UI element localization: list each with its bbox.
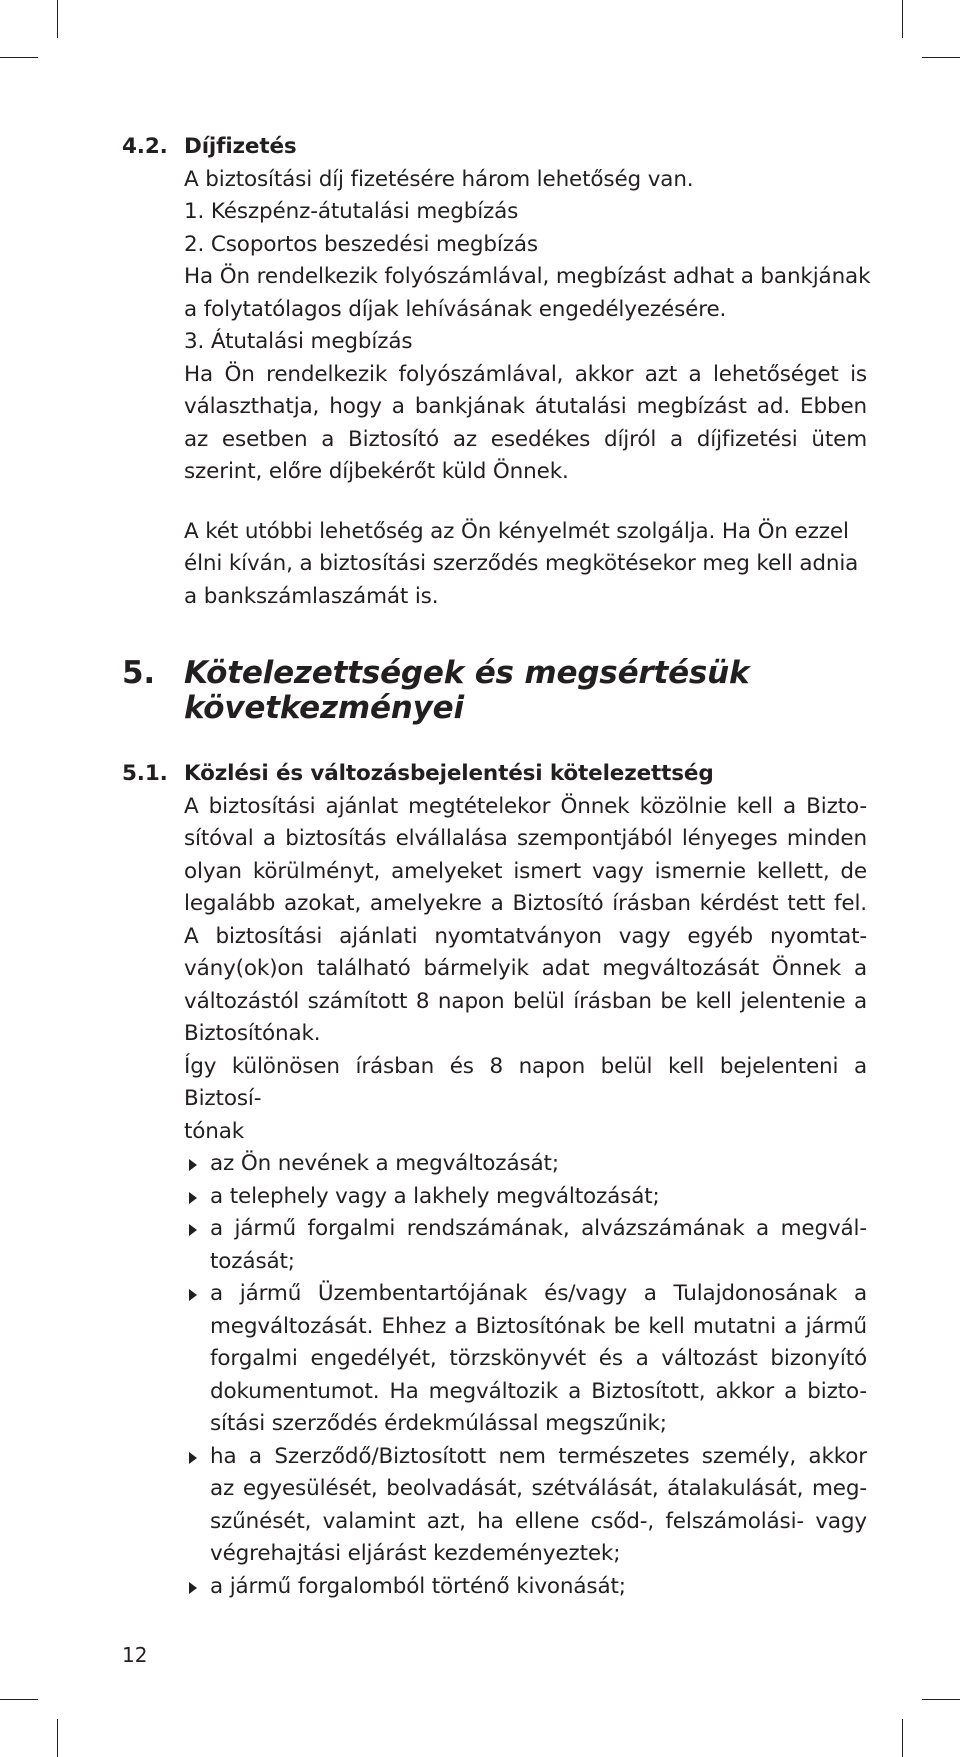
list-item bbox=[184, 1278, 867, 1441]
list-item-line: ha a Szerződő/Biztosított nem természetes személy, akkor bbox=[210, 1443, 867, 1469]
list-item-line: dokumentumot. Ha megváltozik a Biztosított, akkor a bizto- bbox=[210, 1378, 867, 1404]
paragraph-line: Biztosítónak. bbox=[184, 1021, 321, 1046]
paragraph-line: vány(ok)on található bármelyik adat megváltozását Önnek a bbox=[184, 956, 867, 981]
list-item bbox=[184, 1148, 867, 1181]
chapter-5-number: 5. bbox=[122, 655, 155, 691]
list-item-line: megváltozását. Ehhez a Biztosítónak be kell mutatni a jármű bbox=[210, 1313, 867, 1339]
triangle-bullet-icon bbox=[189, 1159, 197, 1171]
section-5-1-body bbox=[184, 791, 867, 1149]
option-1: 1. Készpénz-átutalási megbízás bbox=[184, 199, 519, 224]
section-5-1 bbox=[122, 758, 867, 1603]
paragraph-line: élni kíván, a biztosítási szerződés megkötésekor meg kell adnia bbox=[184, 551, 859, 576]
bullet-list bbox=[184, 1148, 867, 1603]
paragraph-line: változástól számított 8 napon belül írásban be kell jelentenie a bbox=[184, 988, 867, 1014]
chapter-5-title-line: Kötelezettségek és megsértésük bbox=[184, 655, 750, 691]
section-4-2-heading: Díjfizetés bbox=[184, 134, 297, 159]
list-item-line: forgalmi engedélyét, törzskönyvét és a változást bizonyító bbox=[210, 1346, 867, 1371]
list-item-line: tozását; bbox=[210, 1248, 295, 1274]
list-item-line: az egyesülését, beolvadását, szétválását, átalakulását, meg- bbox=[210, 1476, 867, 1501]
crop-mark-top-left bbox=[57, 0, 58, 38]
paragraph-line: tónak bbox=[184, 1118, 245, 1144]
list-item-line: a telephely vagy a lakhely megváltozását; bbox=[210, 1183, 660, 1209]
paragraph-line: szerint, előre díjbekérőt küld Önnek. bbox=[184, 459, 569, 484]
paragraph-line: A két utóbbi lehetőség az Ön kényelmét szolgálja. Ha Ön ezzel bbox=[184, 518, 849, 544]
paragraph-line: Ha Ön rendelkezik folyószámlával, megbízást adhat a bankjának bbox=[184, 264, 871, 289]
section-5-1-number: 5.1. bbox=[122, 761, 168, 786]
triangle-bullet-icon bbox=[189, 1582, 197, 1594]
list-item-line: az Ön nevének a megváltozását; bbox=[210, 1151, 559, 1176]
list-item bbox=[184, 1181, 867, 1214]
crop-mark-top-left-h bbox=[0, 57, 38, 58]
list-item-line: szűnését, valamint azt, ha ellene csőd-, felszámolási- vagy bbox=[210, 1508, 867, 1534]
paragraph-line: sítóval a biztosítás elvállalása szempontjából lényeges minden bbox=[184, 826, 867, 851]
page-number: 12 bbox=[122, 1643, 148, 1667]
paragraph-line: Így különösen írásban és 8 napon belül kell bejelenteni a Biztosí- bbox=[184, 1053, 867, 1111]
section-4-2-number: 4.2. bbox=[122, 134, 168, 159]
paragraph-line: a bankszámlaszámát is. bbox=[184, 583, 439, 609]
list-item-line: sítási szerződés érdekmúlással megszűnik; bbox=[210, 1411, 667, 1436]
paragraph-line: az esetben a Biztosító az esedékes díjról a díjfizetési ütem bbox=[184, 426, 867, 452]
list-item bbox=[184, 1571, 867, 1604]
paragraph-line: választhatja, hogy a bankjának átutalási megbízást ad. Ebben bbox=[184, 394, 867, 419]
crop-mark-bottom-left bbox=[57, 1719, 58, 1757]
triangle-bullet-icon bbox=[189, 1224, 197, 1236]
option-2: 2. Csoportos beszedési megbízás bbox=[184, 231, 538, 257]
triangle-bullet-icon bbox=[189, 1452, 197, 1464]
crop-mark-bottom-right-h bbox=[922, 1699, 960, 1700]
list-item bbox=[184, 1213, 867, 1278]
list-item-line: végrehajtási eljárást kezdeményeztek; bbox=[210, 1541, 621, 1566]
section-4-2 bbox=[122, 131, 871, 613]
section-4-2-body bbox=[184, 164, 871, 614]
section-5-1-heading: Közlési és változásbejelentési kötelezettség bbox=[184, 761, 714, 786]
option-3: 3. Átutalási megbízás bbox=[184, 329, 413, 354]
paragraph-line: a folytatólagos díjak lehívásának engedélyezésére. bbox=[184, 296, 727, 322]
paragraph-line: Ha Ön rendelkezik folyószámlával, akkor azt a lehetőséget is bbox=[184, 361, 867, 387]
chapter-5-title-line: következményei bbox=[184, 690, 464, 726]
list-item-line: a jármű forgalmi rendszámának, alvázszámának a megvál- bbox=[210, 1216, 867, 1241]
chapter-5-title bbox=[122, 656, 867, 726]
paragraph-line: olyan körülményt, amelyeket ismert vagy ismernie kellett, de bbox=[184, 858, 867, 884]
list-item-line: a jármű Üzembentartójának és/vagy a Tulajdonosának a bbox=[210, 1281, 867, 1306]
crop-mark-bottom-right bbox=[902, 1719, 903, 1757]
paragraph-line: A biztosítási díj fizetésére három lehetőség van. bbox=[184, 166, 694, 192]
list-item-line: a jármű forgalomból történő kivonását; bbox=[210, 1573, 626, 1599]
paragraph-line: A biztosítási ajánlat megtételekor Önnek közölnie kell a Bizto- bbox=[184, 793, 867, 819]
triangle-bullet-icon bbox=[189, 1289, 197, 1301]
crop-mark-top-right bbox=[902, 0, 903, 38]
crop-mark-top-right-h bbox=[922, 57, 960, 58]
paragraph-line: legalább azokat, amelyekre a Biztosító írásban kérdést tett fel. bbox=[184, 891, 867, 916]
crop-mark-bottom-left-h bbox=[0, 1699, 38, 1700]
triangle-bullet-icon bbox=[189, 1192, 197, 1204]
paragraph-line: A biztosítási ajánlati nyomtatványon vagy egyéb nyomtat- bbox=[184, 923, 867, 949]
list-item bbox=[184, 1441, 867, 1571]
